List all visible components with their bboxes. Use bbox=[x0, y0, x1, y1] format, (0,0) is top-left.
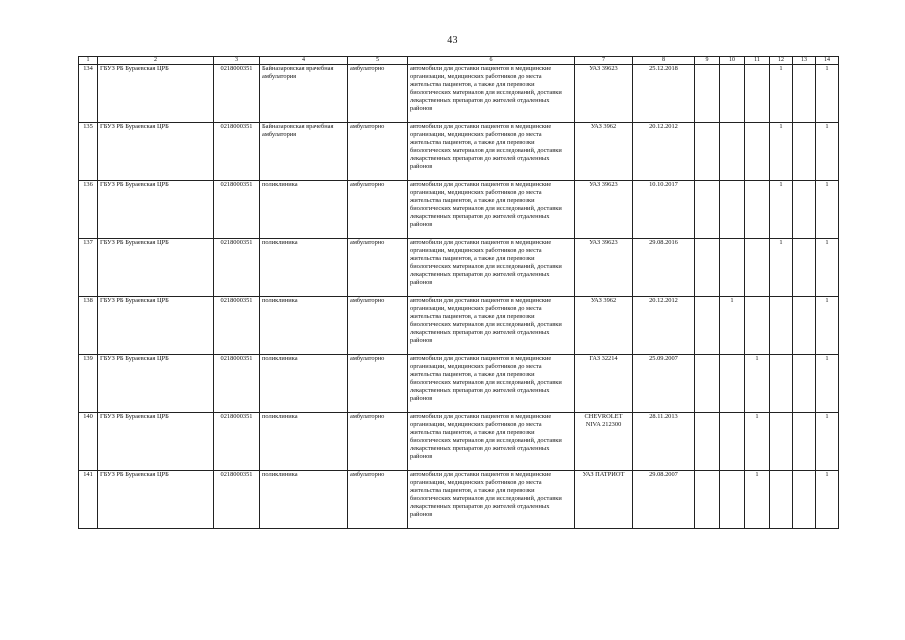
vehicle-model-cell: УАЗ 3962 bbox=[575, 123, 633, 181]
column-11-cell bbox=[745, 123, 770, 181]
column-11-cell: 1 bbox=[745, 471, 770, 529]
column-number: 9 bbox=[695, 57, 720, 65]
column-number: 11 bbox=[745, 57, 770, 65]
acquisition-date-cell: 28.11.2013 bbox=[633, 413, 695, 471]
column-11-cell bbox=[745, 297, 770, 355]
column-number: 8 bbox=[633, 57, 695, 65]
row-number-cell: 140 bbox=[79, 413, 98, 471]
department-cell: Байназаровская врачебная амбулатория bbox=[260, 65, 348, 123]
column-12-cell bbox=[770, 297, 793, 355]
column-12-cell: 1 bbox=[770, 65, 793, 123]
column-9-cell bbox=[695, 239, 720, 297]
organization-code-cell: 0218000351 bbox=[214, 123, 260, 181]
column-number: 1 bbox=[79, 57, 98, 65]
organization-code-cell: 0218000351 bbox=[214, 355, 260, 413]
care-type-cell: амбулаторно bbox=[348, 239, 408, 297]
column-11-cell bbox=[745, 65, 770, 123]
column-10-cell bbox=[720, 355, 745, 413]
column-14-cell: 1 bbox=[816, 65, 839, 123]
vehicle-purpose-cell: автомобили для доставки пациентов в медицинские организации, медицинских работников до места жительства пациентов, а также для перевозки биологических материалов для исследований, доставки лекарственных препаратов до жителей отдаленных районов bbox=[408, 239, 575, 297]
column-10-cell bbox=[720, 239, 745, 297]
organization-cell: ГБУЗ РБ Бураевская ЦРБ bbox=[98, 181, 214, 239]
acquisition-date-cell: 20.12.2012 bbox=[633, 123, 695, 181]
vehicle-model-cell: CHEVROLET NIVA 212300 bbox=[575, 413, 633, 471]
organization-cell: ГБУЗ РБ Бураевская ЦРБ bbox=[98, 471, 214, 529]
column-12-cell bbox=[770, 355, 793, 413]
department-cell: поликлиника bbox=[260, 413, 348, 471]
vehicle-model-cell: УАЗ 39623 bbox=[575, 239, 633, 297]
column-9-cell bbox=[695, 355, 720, 413]
acquisition-date-cell: 29.08.2016 bbox=[633, 239, 695, 297]
column-number: 12 bbox=[770, 57, 793, 65]
column-14-cell: 1 bbox=[816, 413, 839, 471]
column-11-cell: 1 bbox=[745, 413, 770, 471]
row-number-cell: 138 bbox=[79, 297, 98, 355]
column-9-cell bbox=[695, 181, 720, 239]
organization-code-cell: 0218000351 bbox=[214, 239, 260, 297]
column-number: 10 bbox=[720, 57, 745, 65]
department-cell: поликлиника bbox=[260, 297, 348, 355]
column-number: 3 bbox=[214, 57, 260, 65]
organization-cell: ГБУЗ РБ Бураевская ЦРБ bbox=[98, 413, 214, 471]
vehicle-register-table bbox=[78, 56, 839, 529]
vehicle-model-cell: УАЗ ПАТРИОТ bbox=[575, 471, 633, 529]
column-13-cell bbox=[793, 413, 816, 471]
table-row bbox=[79, 297, 839, 355]
column-11-cell: 1 bbox=[745, 355, 770, 413]
vehicle-purpose-cell: автомобили для доставки пациентов в медицинские организации, медицинских работников до места жительства пациентов, а также для перевозки биологических материалов для исследований, доставки лекарственных препаратов до жителей отдаленных районов bbox=[408, 181, 575, 239]
vehicle-model-cell: УАЗ 3962 bbox=[575, 297, 633, 355]
vehicle-purpose-cell: автомобили для доставки пациентов в медицинские организации, медицинских работников до места жительства пациентов, а также для перевозки биологических материалов для исследований, доставки лекарственных препаратов до жителей отдаленных районов bbox=[408, 123, 575, 181]
column-number: 7 bbox=[575, 57, 633, 65]
department-cell: поликлиника bbox=[260, 181, 348, 239]
acquisition-date-cell: 20.12.2012 bbox=[633, 297, 695, 355]
vehicle-purpose-cell: автомобили для доставки пациентов в медицинские организации, медицинских работников до места жительства пациентов, а также для перевозки биологических материалов для исследований, доставки лекарственных препаратов до жителей отдаленных районов bbox=[408, 355, 575, 413]
acquisition-date-cell: 25.09.2007 bbox=[633, 355, 695, 413]
column-12-cell bbox=[770, 471, 793, 529]
column-9-cell bbox=[695, 123, 720, 181]
row-number-cell: 139 bbox=[79, 355, 98, 413]
column-10-cell bbox=[720, 123, 745, 181]
column-14-cell: 1 bbox=[816, 355, 839, 413]
organization-code-cell: 0218000351 bbox=[214, 297, 260, 355]
table-row bbox=[79, 65, 839, 123]
column-13-cell bbox=[793, 355, 816, 413]
column-13-cell bbox=[793, 181, 816, 239]
acquisition-date-cell: 25.12.2018 bbox=[633, 65, 695, 123]
row-number-cell: 136 bbox=[79, 181, 98, 239]
organization-code-cell: 0218000351 bbox=[214, 181, 260, 239]
column-number: 6 bbox=[408, 57, 575, 65]
organization-code-cell: 0218000351 bbox=[214, 413, 260, 471]
care-type-cell: амбулаторно bbox=[348, 181, 408, 239]
column-12-cell: 1 bbox=[770, 181, 793, 239]
column-12-cell: 1 bbox=[770, 239, 793, 297]
acquisition-date-cell: 10.10.2017 bbox=[633, 181, 695, 239]
organization-cell: ГБУЗ РБ Бураевская ЦРБ bbox=[98, 297, 214, 355]
row-number-cell: 134 bbox=[79, 65, 98, 123]
row-number-cell: 137 bbox=[79, 239, 98, 297]
vehicle-purpose-cell: автомобили для доставки пациентов в медицинские организации, медицинских работников до места жительства пациентов, а также для перевозки биологических материалов для исследований, доставки лекарственных препаратов до жителей отдаленных районов bbox=[408, 297, 575, 355]
organization-code-cell: 0218000351 bbox=[214, 65, 260, 123]
column-10-cell: 1 bbox=[720, 297, 745, 355]
care-type-cell: амбулаторно bbox=[348, 297, 408, 355]
column-9-cell bbox=[695, 471, 720, 529]
column-9-cell bbox=[695, 65, 720, 123]
column-10-cell bbox=[720, 413, 745, 471]
organization-code-cell: 0218000351 bbox=[214, 471, 260, 529]
column-14-cell: 1 bbox=[816, 471, 839, 529]
acquisition-date-cell: 29.08.2007 bbox=[633, 471, 695, 529]
care-type-cell: амбулаторно bbox=[348, 65, 408, 123]
table-row bbox=[79, 471, 839, 529]
column-12-cell: 1 bbox=[770, 123, 793, 181]
table-row bbox=[79, 181, 839, 239]
column-number: 2 bbox=[98, 57, 214, 65]
table-row bbox=[79, 239, 839, 297]
column-12-cell bbox=[770, 413, 793, 471]
organization-cell: ГБУЗ РБ Бураевская ЦРБ bbox=[98, 65, 214, 123]
column-13-cell bbox=[793, 123, 816, 181]
table-body bbox=[79, 57, 839, 529]
column-13-cell bbox=[793, 297, 816, 355]
vehicle-model-cell: УАЗ 39623 bbox=[575, 65, 633, 123]
column-13-cell bbox=[793, 471, 816, 529]
department-cell: поликлиника bbox=[260, 239, 348, 297]
column-14-cell: 1 bbox=[816, 297, 839, 355]
column-9-cell bbox=[695, 413, 720, 471]
column-number: 4 bbox=[260, 57, 348, 65]
vehicle-model-cell: УАЗ 39623 bbox=[575, 181, 633, 239]
care-type-cell: амбулаторно bbox=[348, 471, 408, 529]
column-10-cell bbox=[720, 65, 745, 123]
vehicle-purpose-cell: автомобили для доставки пациентов в медицинские организации, медицинских работников до места жительства пациентов, а также для перевозки биологических материалов для исследований, доставки лекарственных препаратов до жителей отдаленных районов bbox=[408, 65, 575, 123]
table-row bbox=[79, 413, 839, 471]
organization-cell: ГБУЗ РБ Бураевская ЦРБ bbox=[98, 239, 214, 297]
column-10-cell bbox=[720, 181, 745, 239]
department-cell: Байназаровская врачебная амбулатория bbox=[260, 123, 348, 181]
vehicle-model-cell: ГАЗ 32214 bbox=[575, 355, 633, 413]
organization-cell: ГБУЗ РБ Бураевская ЦРБ bbox=[98, 123, 214, 181]
organization-cell: ГБУЗ РБ Бураевская ЦРБ bbox=[98, 355, 214, 413]
department-cell: поликлиника bbox=[260, 471, 348, 529]
column-10-cell bbox=[720, 471, 745, 529]
care-type-cell: амбулаторно bbox=[348, 123, 408, 181]
column-14-cell: 1 bbox=[816, 123, 839, 181]
department-cell: поликлиника bbox=[260, 355, 348, 413]
column-number: 13 bbox=[793, 57, 816, 65]
care-type-cell: амбулаторно bbox=[348, 355, 408, 413]
page-number: 43 bbox=[447, 35, 458, 46]
column-14-cell: 1 bbox=[816, 181, 839, 239]
row-number-cell: 135 bbox=[79, 123, 98, 181]
column-number-row bbox=[79, 57, 839, 65]
vehicle-purpose-cell: автомобили для доставки пациентов в медицинские организации, медицинских работников до места жительства пациентов, а также для перевозки биологических материалов для исследований, доставки лекарственных препаратов до жителей отдаленных районов bbox=[408, 413, 575, 471]
table-row bbox=[79, 123, 839, 181]
column-11-cell bbox=[745, 181, 770, 239]
column-11-cell bbox=[745, 239, 770, 297]
care-type-cell: амбулаторно bbox=[348, 413, 408, 471]
column-13-cell bbox=[793, 65, 816, 123]
column-number: 14 bbox=[816, 57, 839, 65]
row-number-cell: 141 bbox=[79, 471, 98, 529]
column-9-cell bbox=[695, 297, 720, 355]
table-row bbox=[79, 355, 839, 413]
column-13-cell bbox=[793, 239, 816, 297]
column-number: 5 bbox=[348, 57, 408, 65]
vehicle-purpose-cell: автомобили для доставки пациентов в медицинские организации, медицинских работников до места жительства пациентов, а также для перевозки биологических материалов для исследований, доставки лекарственных препаратов до жителей отдаленных районов bbox=[408, 471, 575, 529]
column-14-cell: 1 bbox=[816, 239, 839, 297]
